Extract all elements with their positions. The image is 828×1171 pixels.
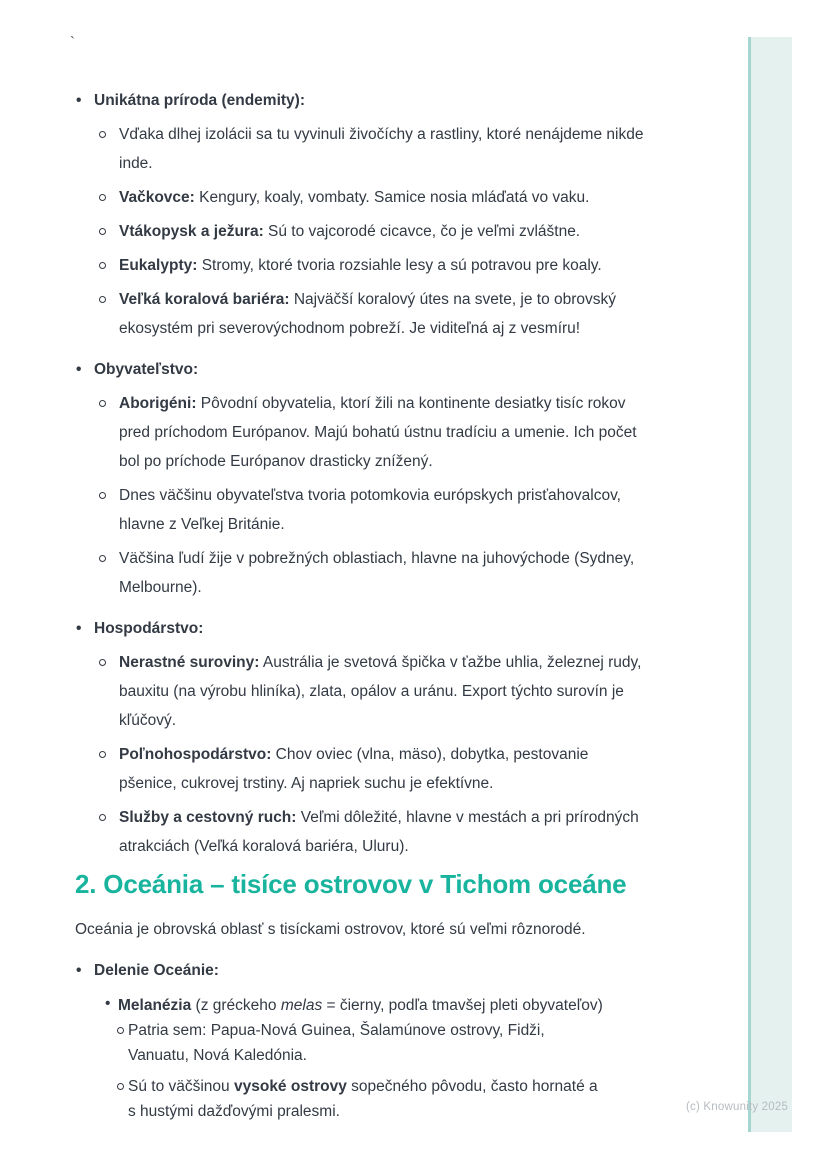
item-text: Kengury, koaly, vombaty. Samice nosia mláďatá vo vaku.	[194, 189, 590, 206]
list-item	[99, 120, 647, 178]
list-heading-label: Delenie Oceánie:	[94, 962, 219, 979]
item-text: Veľmi dôležité, hlavne v mestách a pri prírodných atrakciách (Veľká koralová bariéra, Uluru).	[119, 809, 639, 855]
item-text: Sú to väčšinou	[128, 1078, 234, 1095]
circle-bullet-icon	[99, 262, 106, 269]
circle-bullet-icon	[99, 228, 106, 235]
list-heading-label: Hospodárstvo:	[94, 620, 204, 637]
page-edge-accent-bar	[748, 37, 792, 1132]
item-text: Dnes väčšinu obyvateľstva tvoria potomkovia európskych prisťahovalcov, hlavne z Veľkej Británie.	[119, 487, 621, 533]
item-term: Nerastné suroviny:	[119, 654, 260, 671]
item-text: Stromy, ktoré tvoria rozsiahle lesy a sú potravou pre koaly.	[197, 257, 602, 274]
item-text: = čierny, podľa tmavšej pleti obyvateľov)	[322, 997, 603, 1014]
list-item	[99, 740, 647, 798]
list-heading-obyvatelstvo	[75, 355, 650, 384]
circle-bullet-icon	[99, 751, 106, 758]
item-term: Služby a cestovný ruch:	[119, 809, 297, 826]
item-text: Austrália je svetová špička v ťažbe uhlia, železnej rudy, bauxitu (na výrobu hliníka), zlata, opálov a uránu. Export týchto surovín je kľúčový.	[119, 654, 642, 729]
intro-paragraph: Oceánia je obrovská oblasť s tisíckami ostrovov, ktoré sú veľmi rôznorodé.	[75, 921, 586, 938]
list-item	[99, 648, 647, 735]
document-content	[75, 0, 650, 1124]
list-heading-hospodarstvo	[75, 614, 650, 643]
list-item	[99, 481, 647, 539]
bullet-icon	[105, 991, 110, 1016]
item-text: Najväčší koralový útes na svete, je to obrovský ekosystém pri severovýchodnom pobreží. Je viditeľná aj z vesmíru!	[119, 291, 617, 337]
circle-bullet-icon	[117, 1083, 124, 1090]
list-item	[99, 389, 647, 476]
circle-bullet-icon	[117, 1027, 124, 1034]
list-item	[117, 1074, 598, 1124]
item-text: (z gréckeho	[191, 997, 281, 1014]
item-text: Sú to vajcorodé cicavce, čo je veľmi zvláštne.	[263, 223, 581, 240]
circle-bullet-icon	[99, 296, 106, 303]
circle-bullet-icon	[99, 194, 106, 201]
item-term: Veľká koralová bariéra:	[119, 291, 290, 308]
list-item	[117, 1018, 598, 1068]
item-term: vysoké ostrovy	[233, 1078, 347, 1095]
section-heading-oceania: 2. Oceánia – tisíce ostrovov v Tichom oceáne	[75, 869, 627, 899]
bullet-icon	[76, 355, 81, 384]
item-term: Vačkovce:	[119, 189, 195, 206]
list-item-melanezia	[104, 993, 638, 1018]
list-item	[99, 544, 647, 602]
item-term: Poľnohospodárstvo:	[119, 746, 272, 763]
list-heading-label: Unikátna príroda (endemity):	[94, 92, 305, 109]
bullet-icon	[76, 956, 81, 985]
copyright-watermark: (c) Knowunity 2025	[686, 1101, 789, 1113]
bullet-icon	[76, 614, 81, 643]
list-item	[99, 285, 647, 343]
stray-backtick-mark: `	[70, 34, 75, 51]
item-text: Patria sem: Papua-Nová Guinea, Šalamúnove ostrovy, Fidži, Vanuatu, Nová Kaledónia.	[128, 1022, 545, 1064]
item-term: Eukalypty:	[119, 257, 198, 274]
list-item	[99, 183, 647, 212]
circle-bullet-icon	[99, 659, 106, 666]
item-term: Aborigéni:	[119, 395, 197, 412]
bullet-icon	[76, 86, 81, 115]
circle-bullet-icon	[99, 492, 106, 499]
item-term: Vtákopysk a ježura:	[119, 223, 264, 240]
list-heading-unikatna-priroda	[75, 86, 650, 115]
list-item	[99, 251, 647, 280]
circle-bullet-icon	[99, 131, 106, 138]
item-term: Melanézia	[118, 997, 192, 1014]
list-heading-delenie-oceanie	[75, 956, 650, 985]
item-text: sopečného pôvodu, často hornaté a s hustými dažďovými pralesmi.	[128, 1078, 598, 1120]
list-item	[99, 803, 647, 861]
circle-bullet-icon	[99, 814, 106, 821]
item-text: Väčšina ľudí žije v pobrežných oblastiach, hlavne na juhovýchode (Sydney, Melbourne).	[119, 550, 635, 596]
list-item	[99, 217, 647, 246]
circle-bullet-icon	[99, 555, 106, 562]
list-heading-label: Obyvateľstvo:	[94, 361, 199, 378]
item-italic-text: melas	[280, 997, 323, 1014]
item-text: Pôvodní obyvatelia, ktorí žili na kontinente desiatky tisíc rokov pred príchodom Európanov. Majú bohatú ústnu tradíciu a umenie. Ich počet bol po príchode Európanov drasticky znížený.	[119, 395, 637, 470]
circle-bullet-icon	[99, 400, 106, 407]
item-text: Vďaka dlhej izolácii sa tu vyvinuli živočíchy a rastliny, ktoré nenájdeme nikde inde.	[119, 126, 644, 172]
item-text: Chov oviec (vlna, mäso), dobytka, pestovanie pšenice, cukrovej trstiny. Aj napriek suchu je efektívne.	[119, 746, 589, 792]
